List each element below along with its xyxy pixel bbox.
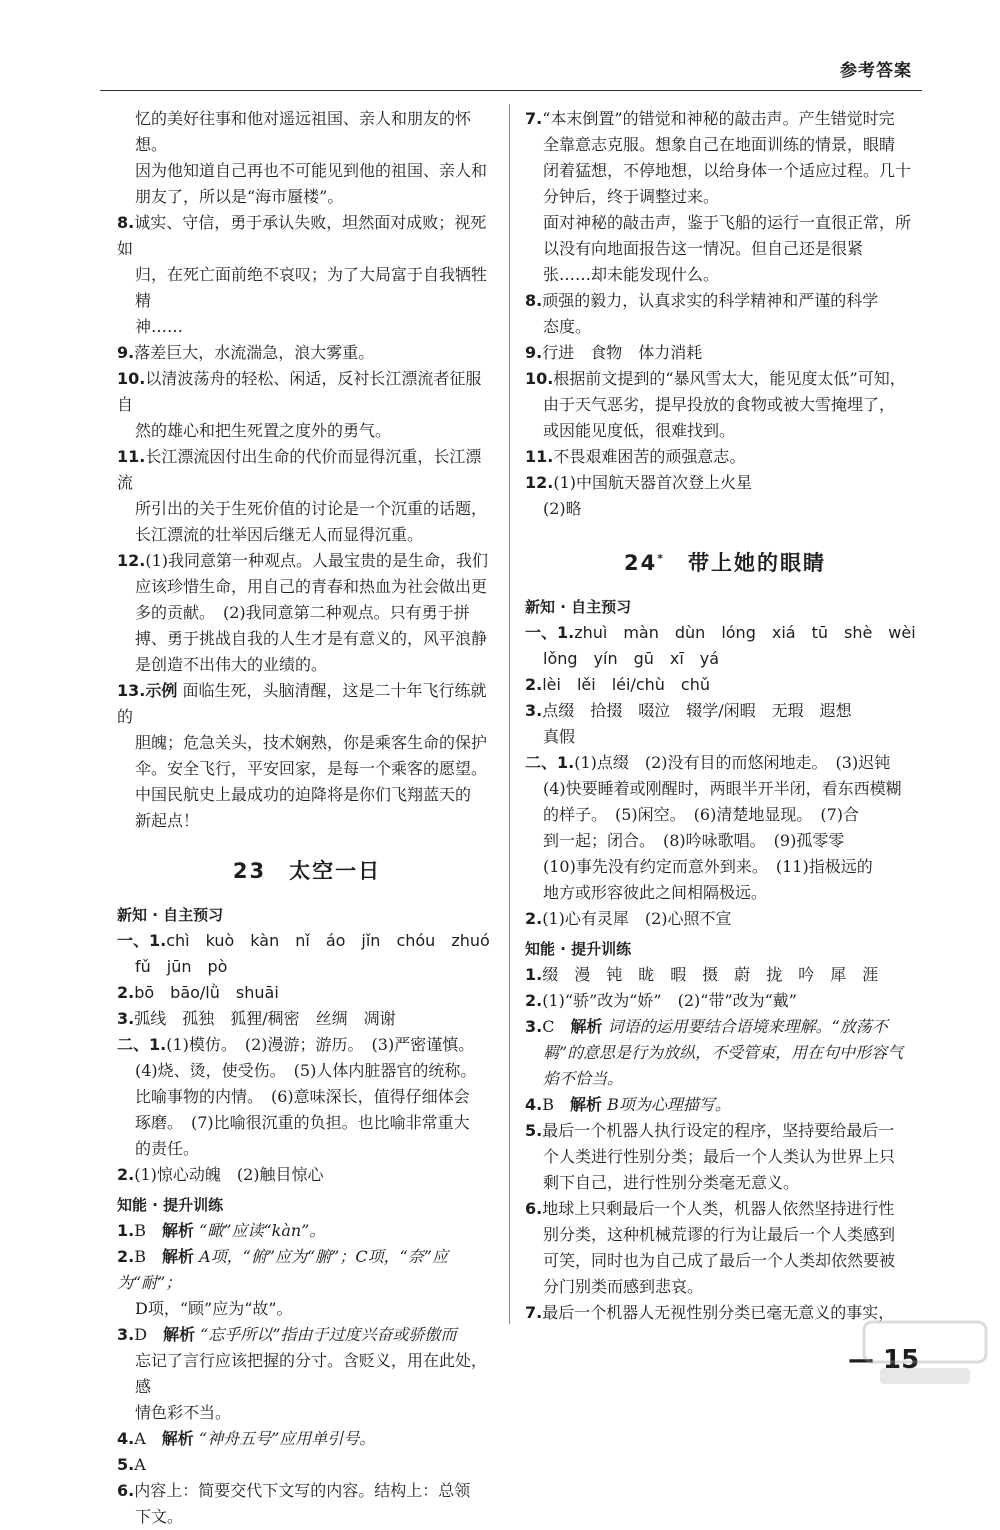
- answer-line: [525, 1066, 925, 1092]
- item-number: 13.: [117, 681, 146, 700]
- answer-line: [525, 724, 925, 750]
- left-training-list: [117, 1218, 497, 1530]
- answer-line: [525, 132, 925, 158]
- answer-text: B: [134, 1247, 162, 1266]
- answer-text: 羁”的意思是行为放纵，不受管束，用在句中形容气: [543, 1043, 904, 1062]
- answer-line: [117, 340, 497, 366]
- header-divider: [100, 90, 922, 91]
- answer-text: 多的贡献。 (2)我同意第二种观点。只有勇于拼: [135, 603, 470, 622]
- subheading-training: 知能 · 提升训练: [117, 1196, 224, 1214]
- answer-text: 因为他知道自己再也不可能见到他的祖国、亲人和: [135, 161, 488, 180]
- answer-text: 弧线 孤独 狐狸/稠密 丝绸 凋谢: [134, 1009, 396, 1028]
- answer-line: [117, 418, 497, 444]
- answer-line: [117, 314, 497, 340]
- answer-text: 忘记了言行应该把握的分寸。含贬义，用在此处，感: [135, 1351, 488, 1396]
- answer-text: 分钟后，终于调整过来。: [543, 187, 720, 206]
- answer-text: 长江漂流因付出生命的代价而显得沉重，长江漂流: [117, 447, 482, 492]
- item-number: 1.: [525, 965, 543, 984]
- answer-text: A: [134, 1429, 162, 1448]
- answer-line: [525, 1040, 925, 1066]
- answer-text: 琢磨。 (7)比喻很沉重的负担。也比喻非常重大: [135, 1113, 470, 1132]
- answer-line: [117, 782, 497, 808]
- answer-line: [525, 854, 925, 880]
- answer-line: [525, 1248, 925, 1274]
- header-title: 参考答案: [840, 61, 912, 81]
- answer-line: [117, 954, 497, 980]
- answer-text: (1)中国航天器首次登上火星: [553, 473, 753, 492]
- item-number: 6.: [117, 1481, 135, 1500]
- answer-line: [117, 1006, 497, 1032]
- answer-text: 新起点！: [135, 811, 200, 830]
- answer-text: 面对神秘的敲击声，鉴于飞船的运行一直很正常，所: [543, 213, 912, 232]
- answer-text: 的样子。 (5)闲空。 (6)清楚地显现。 (7)合: [543, 805, 859, 824]
- answer-line: [525, 444, 925, 470]
- answer-line: [525, 776, 925, 802]
- item-number: 12.: [117, 551, 146, 570]
- column-divider: [509, 104, 510, 1324]
- answer-text: 所引出的关于生死价值的讨论是一个沉重的话题，: [135, 499, 488, 518]
- section-name: 带上她的眼睛: [665, 551, 826, 575]
- answer-text: lèi lěi léi/chù chǔ: [542, 675, 710, 694]
- answer-text: 的责任。: [135, 1139, 200, 1158]
- answer-text: 中国民航史上最成功的迫降将是你们飞翔蓝天的: [135, 785, 472, 804]
- answer-text: (1)点缀 (2)没有目的而悠闲地走。 (3)迟钝: [574, 753, 891, 772]
- subheading-preview: 新知 · 自主预习: [525, 598, 632, 616]
- answer-text: chì kuò kàn nǐ áo jǐn chóu zhuó: [166, 931, 490, 950]
- answer-text: 应该珍惜生命，用自己的青春和热血为社会做出更: [135, 577, 488, 596]
- answer-line: [525, 750, 925, 776]
- answer-line: [117, 980, 497, 1006]
- answer-line: [117, 1400, 497, 1426]
- answer-line: [117, 1162, 497, 1188]
- answer-line: [525, 646, 925, 672]
- left-answer-list: [117, 106, 497, 834]
- answer-line: [525, 1014, 925, 1040]
- analysis-text: “忘乎所以”指由于过度兴奋或骄傲而: [195, 1325, 457, 1344]
- answer-text: (10)事先没有约定而意外到来。 (11)指极远的: [543, 857, 873, 876]
- answer-text: 朋友了，所以是“海市蜃楼”。: [135, 187, 344, 206]
- answer-line: [117, 1136, 497, 1162]
- answer-line: [117, 1032, 497, 1058]
- answer-text: 态度。: [543, 317, 592, 336]
- item-number: 5.: [525, 1121, 543, 1140]
- item-number: 一、1.: [525, 623, 575, 642]
- item-number: 9.: [525, 343, 543, 362]
- section-number: 24: [624, 551, 658, 575]
- answer-text: D: [134, 1325, 164, 1344]
- item-number: 11.: [525, 447, 554, 466]
- analysis-text: B项为心理描写。: [602, 1095, 731, 1114]
- answer-line: [525, 366, 925, 392]
- answer-text: lǒng yín gū xī yá: [543, 649, 720, 668]
- answer-line: [525, 314, 925, 340]
- answer-text: 地方或形容彼此之间相隔极远。: [543, 883, 768, 902]
- answer-text: 张……却未能发现什么。: [543, 265, 720, 284]
- answer-text: (1)我同意第一种观点。人最宝贵的是生命，我们: [145, 551, 489, 570]
- answer-line: [117, 1110, 497, 1136]
- answer-text: 缀 漫 钝 眬 暇 摄 蔚 拢 吟 犀 涯: [542, 965, 879, 984]
- answer-text: 诚实、守信，勇于承认失败，坦然面对成败；视死如: [117, 213, 487, 258]
- answer-text: fǔ jūn pò: [135, 957, 228, 976]
- item-number: 1.: [117, 1221, 135, 1240]
- answer-text: D项，“顾”应为“故”。: [135, 1299, 293, 1318]
- answer-line: [117, 1478, 497, 1504]
- answer-line: [525, 802, 925, 828]
- answer-text: 个人类进行性别分类；最后一个人类认为世界上只: [543, 1147, 896, 1166]
- analysis-text: A项，“俯”应为“腑”；C项，“奈”应为“耐”；: [117, 1247, 448, 1292]
- subheading-training: 知能 · 提升训练: [525, 940, 632, 958]
- answer-line: [525, 236, 925, 262]
- right-answer-list: [525, 106, 925, 522]
- answer-line: [525, 672, 925, 698]
- answer-text: 落差巨大，水流湍急，浪大雾重。: [134, 343, 375, 362]
- answer-text: 不畏艰难困苦的顽强意志。: [553, 447, 746, 466]
- left-column: [117, 106, 497, 1530]
- answer-line: [117, 496, 497, 522]
- analysis-label: 解析: [569, 1095, 602, 1114]
- answer-line: [117, 522, 497, 548]
- item-number: 2.: [117, 1247, 135, 1266]
- answer-line: [117, 652, 497, 678]
- item-number: 二、1.: [117, 1035, 167, 1054]
- item-number: 4.: [525, 1095, 543, 1114]
- item-number: 3.: [525, 701, 543, 720]
- analysis-text: 词语的运用要结合语境来理解。“放荡不: [602, 1017, 888, 1036]
- answer-text: 以没有向地面报告这一情况。但自己还是很紧: [543, 239, 864, 258]
- answer-line: [525, 340, 925, 366]
- answer-line: [525, 1118, 925, 1144]
- item-number: 7.: [525, 109, 543, 128]
- answer-line: [117, 1504, 497, 1530]
- answer-text: C: [542, 1017, 571, 1036]
- answer-line: [117, 106, 497, 158]
- item-number: 2.: [117, 983, 135, 1002]
- answer-line: [117, 574, 497, 600]
- answer-line: [117, 626, 497, 652]
- answer-line: [525, 262, 925, 288]
- item-number: 2.: [525, 675, 543, 694]
- answer-text: 到一起；闭合。 (8)吟咏歌唱。 (9)孤零零: [543, 831, 845, 850]
- answer-line: [525, 418, 925, 444]
- answer-line: [117, 1218, 497, 1244]
- answer-text: 地球上只剩最后一个人类，机器人依然坚持进行性: [542, 1199, 895, 1218]
- section-star: *: [657, 552, 665, 565]
- answer-text: (4)快要睡着或刚醒时，两眼半开半闭，看东西模糊: [543, 779, 902, 798]
- item-number: 3.: [525, 1017, 543, 1036]
- answer-text: 全靠意志克服。想象自己在地面训练的情景，眼睛: [543, 135, 896, 154]
- answer-line: [117, 808, 497, 834]
- answer-text: 然的雄心和把生死置之度外的勇气。: [135, 421, 392, 440]
- answer-line: [117, 1348, 497, 1400]
- answer-text: 胆魄；危急关头，技术娴熟，你是乘客生命的保护: [135, 733, 488, 752]
- answer-text: zhuì màn dùn lóng xiá tū shè wèi: [574, 623, 916, 642]
- answer-line: [117, 600, 497, 626]
- item-number: 8.: [117, 213, 135, 232]
- item-number: 2.: [117, 1165, 135, 1184]
- answer-text: 伞。安全飞行，平安回家，是每一个乘客的愿望。: [135, 759, 488, 778]
- analysis-label: 解析: [161, 1247, 194, 1266]
- answer-line: [117, 1452, 497, 1478]
- answer-text: (1)“骄”改为“娇” (2)“带”改为“戴”: [542, 991, 797, 1010]
- answer-line: [525, 1222, 925, 1248]
- answer-line: [525, 106, 925, 132]
- answer-line: [525, 880, 925, 906]
- item-number: 9.: [117, 343, 135, 362]
- answer-text: “本末倒置”的错觉和神秘的敲击声。产生错觉时完: [542, 109, 895, 128]
- answer-line: [117, 1296, 497, 1322]
- answer-line: [525, 1170, 925, 1196]
- answer-line: [525, 392, 925, 418]
- analysis-label: 解析: [161, 1221, 194, 1240]
- answer-text: 可笑，同时也为自己成了最后一个人类却依然要被: [543, 1251, 896, 1270]
- item-number: 10.: [117, 369, 146, 388]
- left-preview-list: [117, 928, 497, 1188]
- answer-line: [117, 678, 497, 730]
- answer-text: 下文。: [135, 1507, 184, 1526]
- analysis-label: 解析: [161, 1429, 194, 1448]
- answer-text: 最后一个机器人执行设定的程序，坚持要给最后一: [542, 1121, 895, 1140]
- answer-line: [525, 1092, 925, 1118]
- answer-line: [525, 184, 925, 210]
- item-number: 4.: [117, 1429, 135, 1448]
- answer-line: [117, 1058, 497, 1084]
- item-number: 7.: [525, 1303, 543, 1322]
- answer-text: (2)略: [543, 499, 582, 518]
- right-training-list: [525, 962, 925, 1326]
- answer-line: [117, 730, 497, 756]
- answer-line: [525, 620, 925, 646]
- answer-line: [117, 928, 497, 954]
- answer-text: 由于天气恶劣，提早投放的食物或被大雪掩埋了，: [543, 395, 896, 414]
- answer-text: 分门别类而感到悲哀。: [543, 1277, 704, 1296]
- item-number: 3.: [117, 1009, 135, 1028]
- answer-text: 神……: [135, 317, 184, 336]
- analysis-text: “神舟五号”应用单引号。: [193, 1429, 376, 1448]
- answer-text: 顽强的毅力，认真求实的科学精神和严谨的科学: [542, 291, 879, 310]
- example-label: 示例: [145, 681, 178, 700]
- answer-text: 点缀 拾掇 啜泣 辍学/闲暇 无瑕 遐想: [542, 701, 852, 720]
- item-number: 11.: [117, 447, 146, 466]
- answer-line: [525, 158, 925, 184]
- item-number: 12.: [525, 473, 554, 492]
- answer-text: 情色彩不当。: [135, 1403, 232, 1422]
- answer-text: 真假: [543, 727, 576, 746]
- item-number: 2.: [525, 991, 543, 1010]
- analysis-label: 解析: [570, 1017, 603, 1036]
- answer-line: [117, 158, 497, 184]
- answer-line: [117, 366, 497, 418]
- item-number: 5.: [117, 1455, 135, 1474]
- answer-text: A: [134, 1455, 146, 1474]
- answer-text: 行进 食物 体力消耗: [542, 343, 703, 362]
- answer-text: 长江漂流的壮举因后继无人而显得沉重。: [135, 525, 424, 544]
- answer-line: [525, 210, 925, 236]
- answer-line: [525, 288, 925, 314]
- item-number: 6.: [525, 1199, 543, 1218]
- answer-text: (4)烧、烫，使受伤。 (5)人体内脏器官的统称。: [135, 1061, 477, 1080]
- page-number: — 15: [848, 1345, 920, 1375]
- item-number: 8.: [525, 291, 543, 310]
- section-title-23: 23 太空一日: [232, 859, 382, 883]
- answer-text: 比喻事物的内情。 (6)意味深长，值得仔细体会: [135, 1087, 470, 1106]
- subheading-preview: 新知 · 自主预习: [117, 906, 224, 924]
- answer-text: 焰不恰当。: [543, 1069, 624, 1088]
- answer-text: 别分类，这种机械荒谬的行为让最后一个人类感到: [543, 1225, 896, 1244]
- item-number: 2.: [525, 909, 543, 928]
- item-number: 二、1.: [525, 753, 575, 772]
- answer-text: 或因能见度低，很难找到。: [543, 421, 736, 440]
- answer-text: (1)心有灵犀 (2)心照不宣: [542, 909, 732, 928]
- answer-line: [525, 906, 925, 932]
- answer-line: [525, 1144, 925, 1170]
- section-title-24: [525, 546, 925, 576]
- answer-line: [117, 548, 497, 574]
- answer-text: B: [134, 1221, 162, 1240]
- right-preview-list: [525, 620, 925, 932]
- answer-line: [525, 496, 925, 522]
- answer-text: B: [542, 1095, 570, 1114]
- analysis-label: 解析: [163, 1325, 196, 1344]
- answer-text: bō bāo/lǜ shuāi: [134, 983, 279, 1002]
- answer-text: 面临生死，头脑清醒，这是二十年飞行练就的: [117, 681, 487, 726]
- right-column: [525, 106, 925, 1326]
- answer-line: [525, 470, 925, 496]
- answer-line: [117, 184, 497, 210]
- answer-text: 忆的美好往事和他对遥远祖国、亲人和朋友的怀想。: [135, 109, 472, 154]
- answer-line: [117, 1322, 497, 1348]
- answer-text: 归，在死亡面前绝不哀叹；为了大局富于自我牺牲精: [135, 265, 488, 310]
- answer-line: [525, 1196, 925, 1222]
- answer-line: [525, 988, 925, 1014]
- answer-line: [117, 1426, 497, 1452]
- item-number: 一、1.: [117, 931, 167, 950]
- item-number: 10.: [525, 369, 554, 388]
- watermark-logo: [860, 1318, 990, 1390]
- answer-line: [525, 828, 925, 854]
- answer-line: [117, 444, 497, 496]
- analysis-text: “瞰”应读“kàn”。: [194, 1221, 326, 1240]
- answer-line: [117, 262, 497, 314]
- answer-text: 是创造不出伟大的业绩的。: [135, 655, 328, 674]
- answer-text: (1)模仿。 (2)漫游；游历。 (3)严密谨慎。: [166, 1035, 475, 1054]
- answer-text: 闭着猛想，不停地想，以给身体一个适应过程。几十: [543, 161, 912, 180]
- answer-line: [117, 210, 497, 262]
- answer-text: 内容上：简要交代下文写的内容。结构上：总领: [134, 1481, 471, 1500]
- answer-text: 以清波荡舟的轻松、闲适，反衬长江漂流者征服自: [117, 369, 482, 414]
- answer-line: [525, 1274, 925, 1300]
- answer-text: 剩下自己，进行性别分类毫无意义。: [543, 1173, 800, 1192]
- answer-line: [117, 1084, 497, 1110]
- answer-text: (1)惊心动魄 (2)触目惊心: [134, 1165, 324, 1184]
- answer-line: [525, 698, 925, 724]
- answer-line: [117, 756, 497, 782]
- answer-line: [525, 962, 925, 988]
- answer-line: [117, 1244, 497, 1296]
- answer-text: 最后一个机器人无视性别分类已毫无意义的事实，: [542, 1303, 895, 1322]
- item-number: 3.: [117, 1325, 135, 1344]
- answer-text: 搏、勇于挑战自我的人生才是有意义的，风平浪静: [135, 629, 488, 648]
- answer-text: 根据前文提到的“暴风雪太大，能见度太低”可知，: [553, 369, 906, 388]
